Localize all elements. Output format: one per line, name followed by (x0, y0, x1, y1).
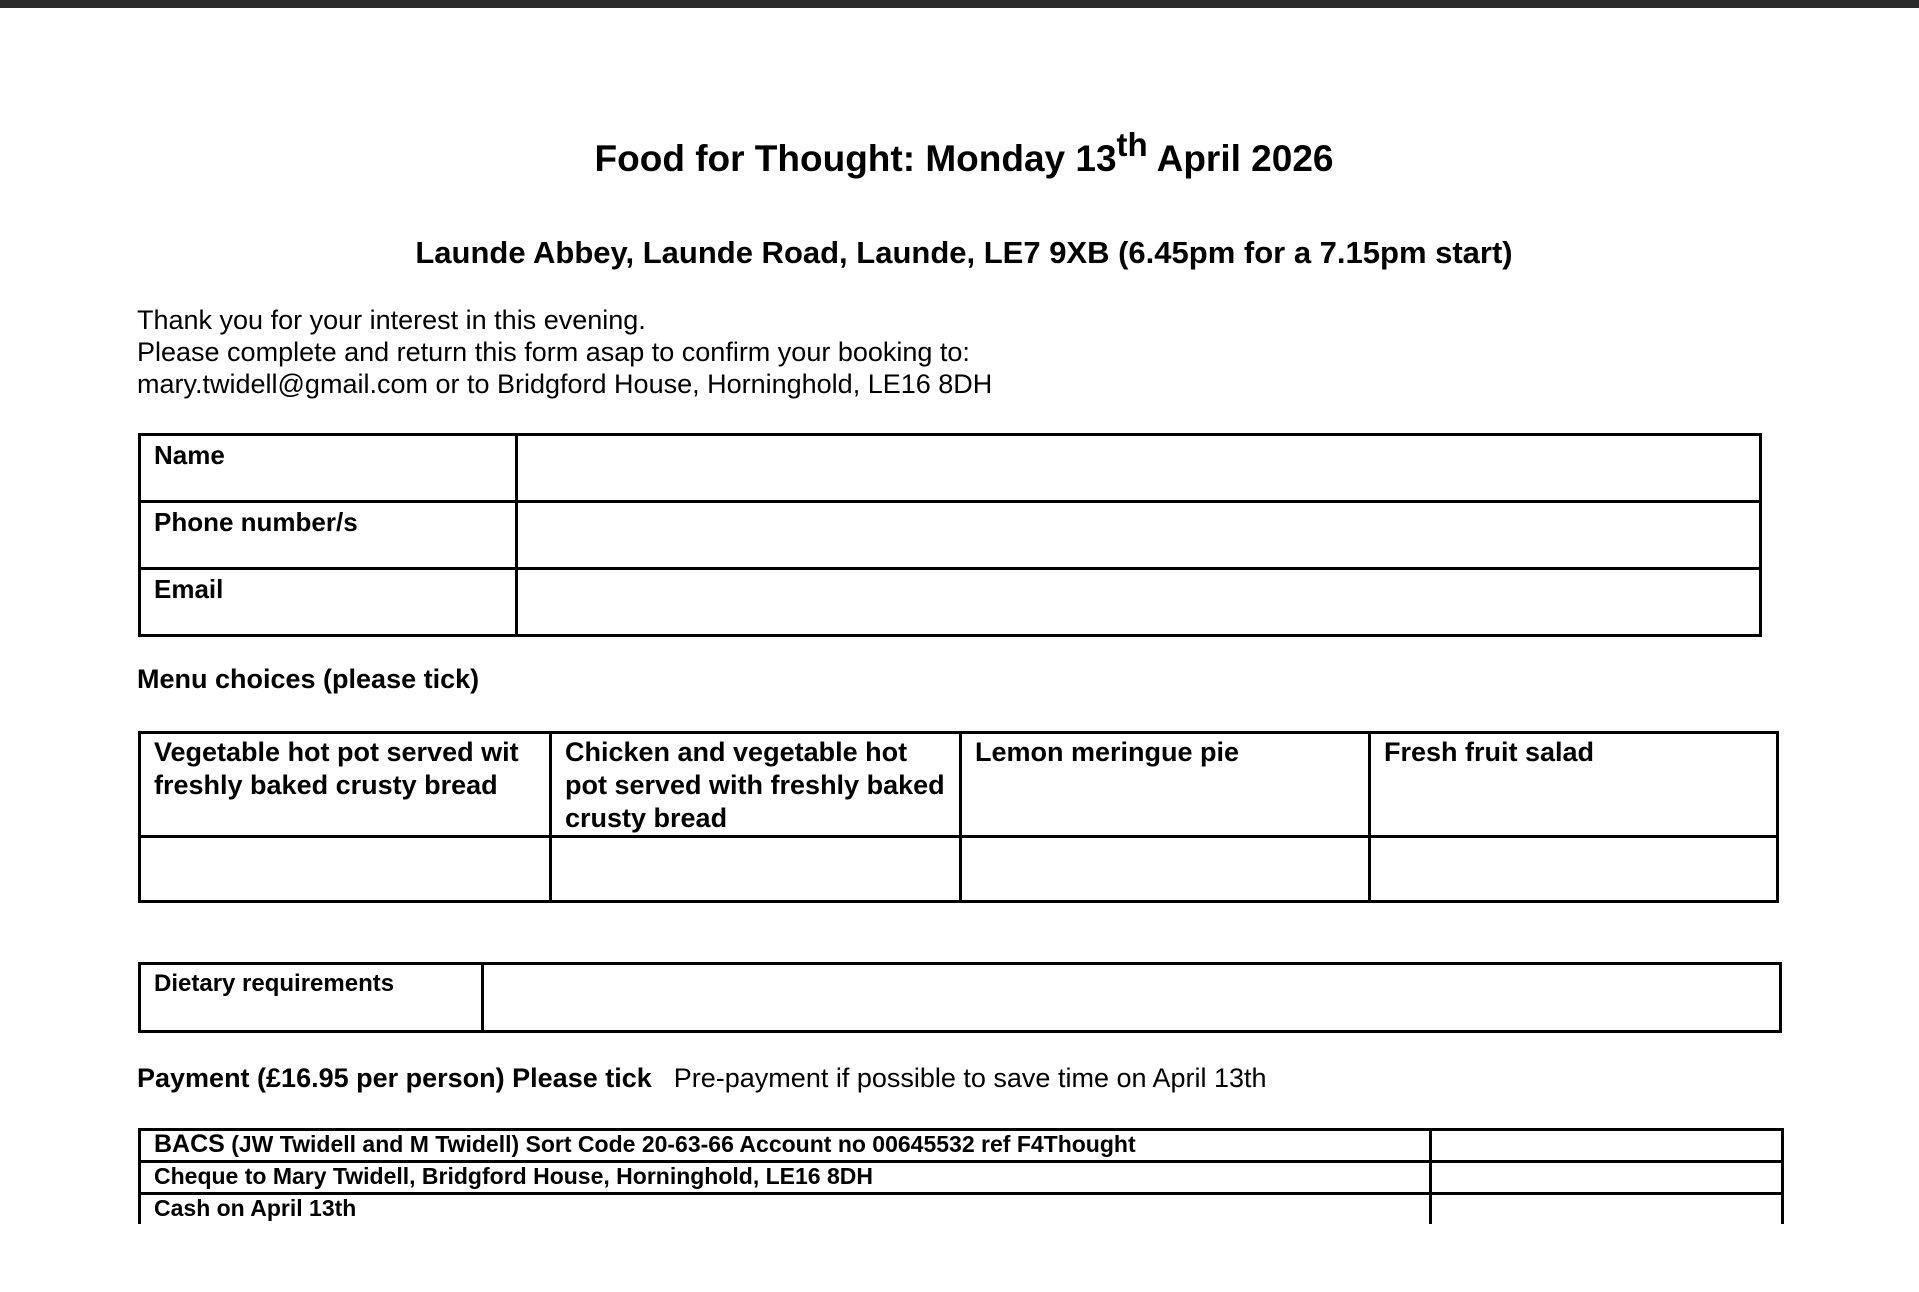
intro-line-2: Please complete and return this form asap to confirm your booking to: (137, 337, 970, 367)
tick-box-lemon-pie[interactable] (961, 837, 1370, 902)
menu-option-text: Lemon meringue pie (975, 737, 1240, 767)
page-title (0, 126, 1919, 180)
menu-option-text: pot served with freshly baked (565, 770, 945, 800)
payment-option-cash: Cash on April 13th (140, 1194, 1431, 1225)
intro-text (137, 304, 992, 400)
bacs-details: (JW Twidell and M Twidell) Sort Code 20-63-66 Account no 00645532 ref F4Thought (224, 1131, 1136, 1157)
payment-row-cash (140, 1194, 1783, 1225)
dietary-table (138, 962, 1782, 1033)
menu-option-text: Vegetable hot pot served wit (154, 737, 519, 767)
dietary-label: Dietary requirements (140, 964, 483, 1032)
menu-tick-row (140, 837, 1778, 902)
title-main: Food for Thought: Monday 13 (594, 138, 1117, 179)
bacs-prefix: BACS (154, 1130, 225, 1158)
intro-line-1: Thank you for your interest in this evening. (137, 305, 646, 335)
menu-option-text: freshly baked crusty bread (154, 770, 498, 800)
payment-row-cheque (140, 1162, 1783, 1194)
menu-options-row (140, 733, 1778, 837)
contact-row-phone (140, 502, 1761, 569)
payment-note: Pre-payment if possible to save time on April 13th (673, 1063, 1267, 1093)
email-label: Email (140, 569, 517, 636)
menu-option-lemon-pie (961, 733, 1370, 837)
payment-heading-text: Payment (£16.95 per person) Please tick (137, 1063, 652, 1093)
phone-label: Phone number/s (140, 502, 517, 569)
contact-row-email (140, 569, 1761, 636)
menu-option-fruit-salad (1370, 733, 1778, 837)
menu-option-text: Fresh fruit salad (1384, 737, 1595, 767)
tick-box-cheque[interactable] (1431, 1162, 1783, 1194)
tick-box-bacs[interactable] (1431, 1130, 1783, 1162)
venue-subtitle: Launde Abbey, Launde Road, Launde, LE7 9XB (6.45pm for a 7.15pm start) (415, 235, 1513, 270)
name-field[interactable] (517, 435, 1761, 502)
phone-field[interactable] (517, 502, 1761, 569)
email-field[interactable] (517, 569, 1761, 636)
dietary-row (140, 964, 1781, 1032)
dietary-field[interactable] (483, 964, 1781, 1032)
payment-option-bacs (140, 1130, 1431, 1162)
payment-row-bacs (140, 1130, 1783, 1162)
menu-option-text: crusty bread (565, 803, 728, 833)
menu-option-text: Chicken and vegetable hot (565, 737, 908, 767)
menu-table (138, 731, 1779, 903)
title-superscript: th (1116, 126, 1148, 163)
menu-option-chicken-hotpot (551, 733, 961, 837)
menu-option-veg-hotpot (140, 733, 551, 837)
tick-box-fruit-salad[interactable] (1370, 837, 1778, 902)
tick-box-veg-hotpot[interactable] (140, 837, 551, 902)
tick-box-cash[interactable] (1431, 1194, 1783, 1225)
payment-table (138, 1128, 1784, 1224)
payment-heading (137, 1063, 1267, 1094)
contact-row-name (140, 435, 1761, 502)
name-label: Name (140, 435, 517, 502)
title-rest: April 2026 (1147, 138, 1334, 179)
tick-box-chicken-hotpot[interactable] (551, 837, 961, 902)
top-bar (0, 0, 1919, 8)
contact-table (138, 433, 1762, 637)
intro-line-3: mary.twidell@gmail.com or to Bridgford House, Horninghold, LE16 8DH (137, 369, 993, 399)
menu-heading: Menu choices (please tick) (137, 664, 480, 694)
payment-option-cheque: Cheque to Mary Twidell, Bridgford House, Horninghold, LE16 8DH (140, 1162, 1431, 1194)
